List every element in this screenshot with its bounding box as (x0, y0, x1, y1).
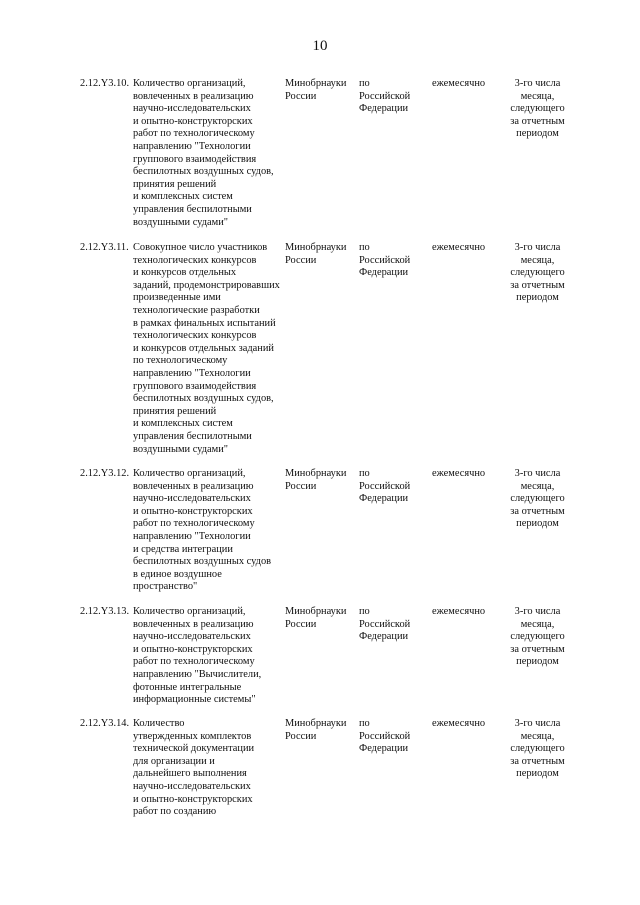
indicator-name: Количество организаций, вовлеченных в реализацию научно-исследовательских и опытно-конструкторских работ по технологическому направлению "Технологии группового взаимодействия беспилотных воздушных судов, принятия решений и комплексных систем управления беспилотными воздушными судами" (133, 78, 274, 228)
responsible-body: Минобрнауки России (285, 78, 347, 102)
deadline: 3-го числа месяца, следующего за отчетным периодом (510, 242, 565, 304)
indicator-code: 2.12.Y3.12. (80, 468, 130, 479)
deadline: 3-го числа месяца, следующего за отчетным периодом (510, 718, 565, 780)
indicator-code: 2.12.Y3.14. (80, 718, 130, 729)
table-row (80, 718, 580, 828)
responsible-body: Минобрнауки России (285, 242, 347, 266)
table-row (80, 78, 580, 242)
territory-level: по Российской Федерации (359, 468, 411, 505)
indicator-code: 2.12.Y3.10. (80, 78, 130, 89)
indicator-name: Совокупное число участников технологических конкурсов и конкурсов отдельных заданий, продемонстрировавших произведенные ими технологические разработки в рамках финальных испытаний технологических конкурсов и конкурсов отдельных заданий по технологическому направлению "Технологии группового взаимодействия беспилотных воздушных судов, принятия решений и комплексных систем управления беспилотными воздушными судами" (133, 242, 280, 455)
frequency: ежемесячно (432, 468, 486, 479)
frequency: ежемесячно (432, 242, 486, 253)
indicator-code: 2.12.Y3.11. (80, 242, 129, 253)
frequency: ежемесячно (432, 606, 486, 617)
indicator-code: 2.12.Y3.13. (80, 606, 130, 617)
deadline: 3-го числа месяца, следующего за отчетным периодом (510, 78, 565, 140)
territory-level: по Российской Федерации (359, 242, 411, 279)
indicator-name: Количество утвержденных комплектов технической документации для организации и дальнейшего выполнения научно-исследовательских и опытно-конструкторских работ по созданию (133, 718, 255, 818)
indicator-name: Количество организаций, вовлеченных в реализацию научно-исследовательских и опытно-конструкторских работ по технологическому направлению "Вычислители, фотонные интегральные информационные системы" (133, 606, 262, 706)
deadline: 3-го числа месяца, следующего за отчетным периодом (510, 606, 565, 668)
indicators-table (80, 78, 580, 828)
table-row (80, 242, 580, 468)
territory-level: по Российской Федерации (359, 78, 411, 115)
deadline: 3-го числа месяца, следующего за отчетным периодом (510, 468, 565, 530)
indicator-name: Количество организаций, вовлеченных в реализацию научно-исследовательских и опытно-конструкторских работ по технологическому направлению "Технологии и средства интеграции беспилотных воздушных судов в единое воздушное пространство" (133, 468, 272, 593)
territory-level: по Российской Федерации (359, 718, 411, 755)
responsible-body: Минобрнауки России (285, 606, 347, 630)
responsible-body: Минобрнауки России (285, 468, 347, 492)
frequency: ежемесячно (432, 718, 486, 729)
table-row (80, 606, 580, 718)
territory-level: по Российской Федерации (359, 606, 411, 643)
table-row (80, 468, 580, 606)
frequency: ежемесячно (432, 78, 486, 89)
page-number: 10 (312, 38, 328, 54)
responsible-body: Минобрнауки России (285, 718, 347, 742)
